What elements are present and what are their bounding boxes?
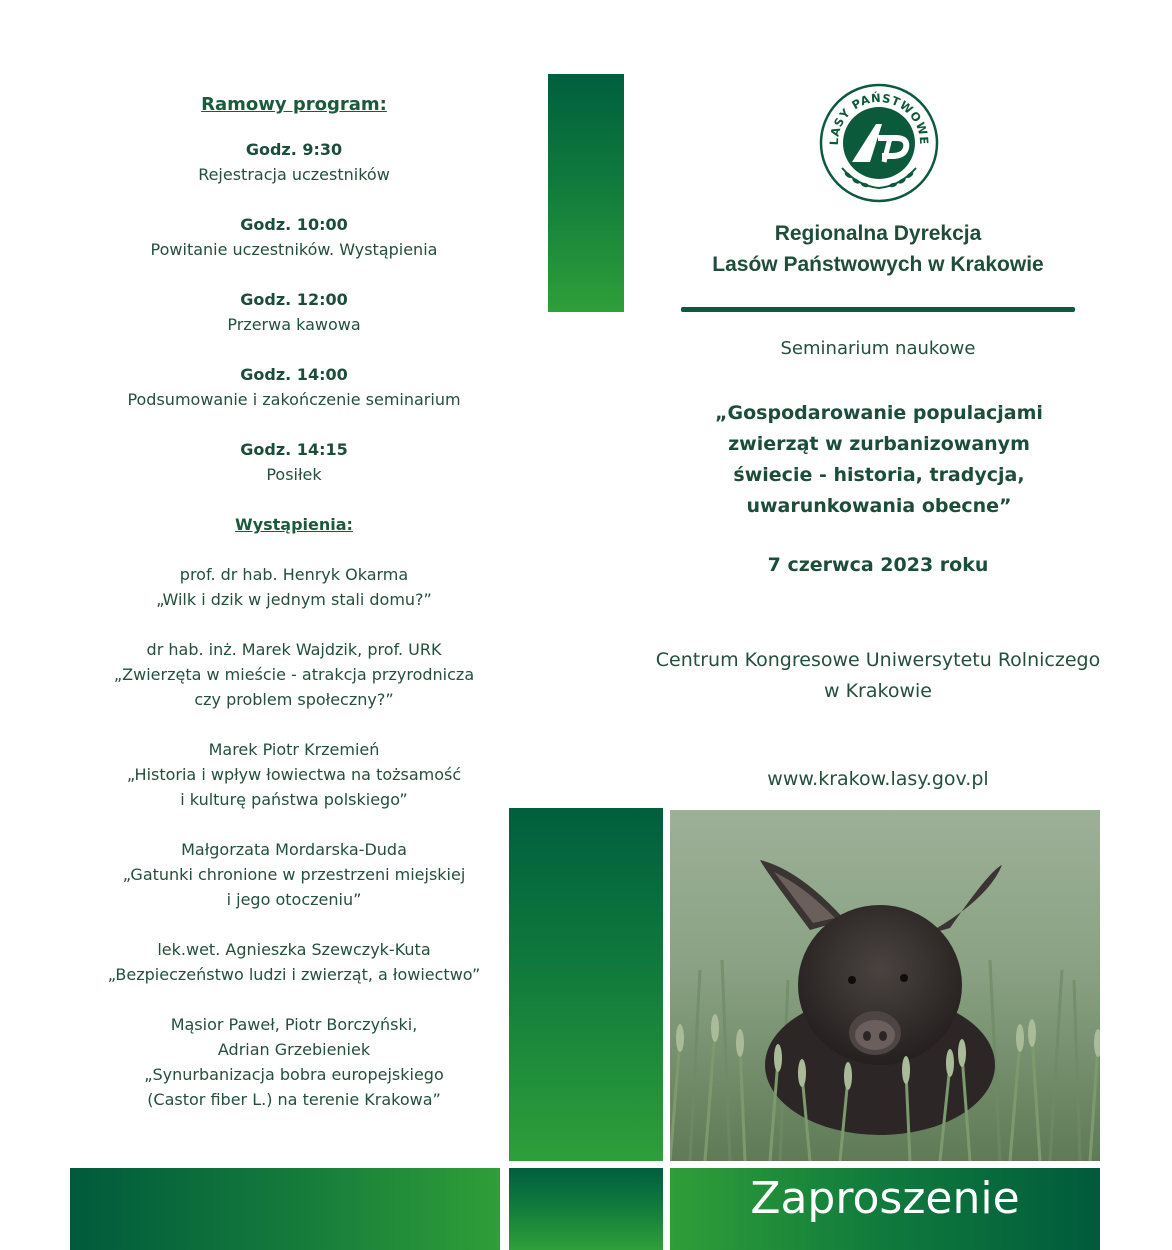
decor-bar-top — [548, 74, 624, 312]
divider-rule — [681, 307, 1075, 312]
organizer-line: Lasów Państwowych w Krakowie — [712, 253, 1044, 276]
talk-item — [70, 737, 518, 812]
talk-title: „Zwierzęta w mieście - atrakcja przyrodnicza — [113, 665, 475, 684]
program-item — [70, 362, 518, 412]
talk-item — [70, 937, 518, 987]
talk-title: „Synurbanizacja bobra europejskiego — [144, 1065, 444, 1084]
program-item — [70, 137, 518, 187]
decor-block-bottom-middle — [509, 1168, 663, 1250]
talk-speaker: Marek Piotr Krzemień — [208, 740, 380, 759]
venue-line: w Krakowie — [824, 680, 932, 702]
program-desc: Rejestracja uczestników — [198, 165, 390, 184]
program-item — [70, 287, 518, 337]
talk-title: i jego otoczeniu” — [226, 890, 362, 909]
seminar-title — [680, 398, 1078, 522]
website-link[interactable]: www.krakow.lasy.gov.pl — [767, 768, 989, 790]
talk-speaker: Adrian Grzebieniek — [217, 1040, 371, 1059]
program-time: Godz. 14:00 — [240, 365, 348, 384]
organizer-line: Regionalna Dyrekcja — [774, 222, 982, 245]
seminar-title-line: „Gospodarowanie populacjami — [715, 402, 1043, 424]
talk-title: i kulturę państwa polskiego” — [180, 790, 408, 809]
talk-item — [70, 562, 518, 612]
program-time: Godz. 14:15 — [240, 440, 348, 459]
program-time: Godz. 9:30 — [245, 140, 343, 159]
talk-title: (Castor fiber L.) na terenie Krakowa” — [147, 1090, 441, 1109]
talk-title: „Wilk i dzik w jednym stali domu?” — [156, 590, 432, 609]
organizer-name — [660, 218, 1096, 280]
talk-speaker: prof. dr hab. Henryk Okarma — [179, 565, 409, 584]
talk-item — [70, 837, 518, 912]
seminar-title-line: uwarunkowania obecne” — [746, 495, 1012, 517]
talk-speaker: Małgorzata Mordarska-Duda — [181, 840, 407, 859]
wild-boar-photo — [670, 810, 1100, 1161]
tree-logo-icon — [818, 82, 940, 204]
talk-speaker: Mąsior Paweł, Piotr Borczyński, — [170, 1015, 418, 1034]
program-time: Godz. 12:00 — [240, 290, 348, 309]
program-desc: Posiłek — [266, 465, 322, 484]
lasy-panstwowe-logo — [818, 82, 940, 204]
seminar-date: 7 czerwca 2023 roku — [767, 554, 989, 576]
program-desc: Podsumowanie i zakończenie seminarium — [127, 390, 461, 409]
svg-text:LASY PAŃSTWOWE: LASY PAŃSTWOWE — [826, 90, 932, 146]
decor-bar-bottom-left — [70, 1168, 500, 1250]
decor-block-middle — [509, 808, 663, 1161]
talk-title: „Historia i wpływ łowiectwa na tożsamość — [126, 765, 462, 784]
talk-title: czy problem społeczny?” — [194, 690, 394, 709]
program-title: Ramowy program: — [201, 94, 387, 115]
program-desc: Przerwa kawowa — [227, 315, 361, 334]
seminar-title-line: świecie - historia, tradycja, — [733, 464, 1025, 486]
invitation-title: Zaproszenie — [750, 1173, 1020, 1224]
talk-speaker: lek.wet. Agnieszka Szewczyk-Kuta — [157, 940, 431, 959]
talk-title: „Bezpieczeństwo ludzi i zwierząt, a łowiectwo” — [107, 965, 481, 984]
program-item — [70, 212, 518, 262]
seminar-title-line: zwierząt w zurbanizowanym — [728, 433, 1030, 455]
program-column — [70, 92, 518, 1137]
venue — [620, 645, 1136, 707]
talk-title: „Gatunki chronione w przestrzeni miejskiej — [122, 865, 466, 884]
program-item — [70, 437, 518, 487]
talk-item — [70, 637, 518, 712]
talk-item — [70, 1012, 518, 1112]
program-desc: Powitanie uczestników. Wystąpienia — [150, 240, 438, 259]
talk-speaker: dr hab. inż. Marek Wajdzik, prof. URK — [146, 640, 442, 659]
talks-title: Wystąpienia: — [235, 515, 353, 534]
program-time: Godz. 10:00 — [240, 215, 348, 234]
venue-line: Centrum Kongresowe Uniwersytetu Rolniczego — [655, 649, 1101, 671]
invitation-banner — [670, 1168, 1100, 1250]
seminar-type: Seminarium naukowe — [780, 338, 976, 359]
